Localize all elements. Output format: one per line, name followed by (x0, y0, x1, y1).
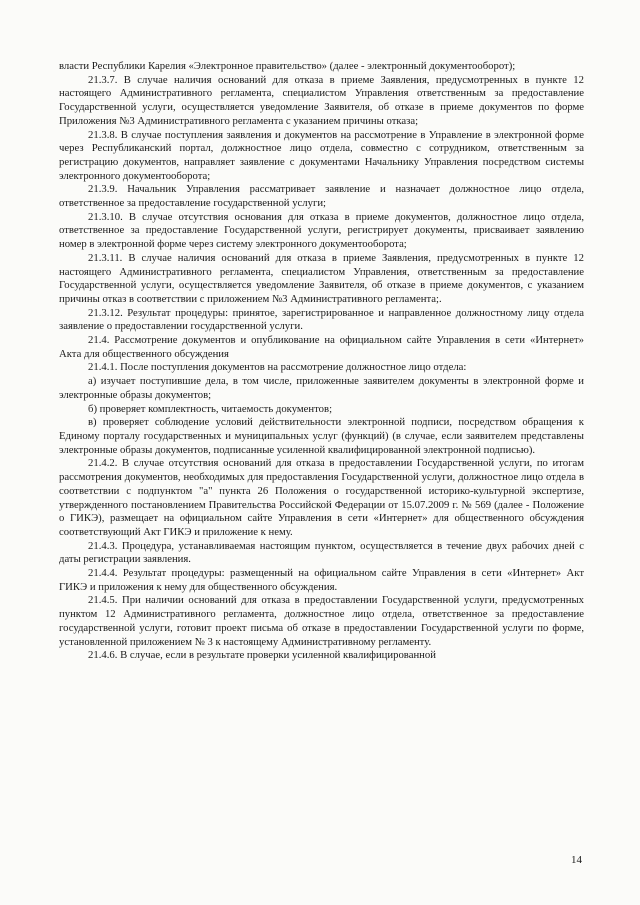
paragraph-21-3-11: 21.3.11. В случае наличия оснований для отказа в приеме Заявления, предусмотренных в пункте 12 настоящего Административного регламента, специалистом Управления, ответственным за предоставление Государственной услуги, осуществляется уведомление Заявителя, об отказе в приеме документов, с указанием причины отказ в соответствии с приложением №3 Административного регламента;. (59, 251, 584, 305)
paragraph-21-4-5: 21.4.5. При наличии оснований для отказа в предоставлении Государственной услуги, предусмотренных пунктом 12 Административного регламента, должностное лицо отдела, ответственное за предоставление государственной услуги, готовит проект письма об отказе в предоставлении Государственной услуги по форме, установленной приложением № 3 к настоящему Административному регламенту. (59, 594, 584, 648)
paragraph-21-3-12: 21.3.12. Результат процедуры: принятое, зарегистрированное и направленное должностному лицу отдела заявление о предоставлении государственной услуги. (59, 306, 584, 333)
paragraph-21-4-6: 21.4.6. В случае, если в результате проверки усиленной квалифицированной (88, 649, 436, 662)
paragraph-21-3-9: 21.3.9. Начальник Управления рассматривает заявление и назначает должностное лицо отдела, ответственное за предоставление государственной услуги; (59, 183, 584, 210)
section-heading-21-4: 21.4. Рассмотрение документов и опубликование на официальном сайте Управления в сети «Интернет» Акта для общественного обсуждения (59, 334, 584, 360)
paragraph-21-3-8: 21.3.8. В случае поступления заявления и документов на рассмотрение в Управление в электронной форме через Республиканский портал, должностное лицо отдела, совместно с сотрудником, ответственным за регистрацию документов, направляет заявление с документами Начальнику Управления посредством системы электронного документооборота; (59, 128, 584, 182)
page-number: 14 (571, 854, 582, 866)
list-item-a: а) изучает поступившие дела, в том числе, приложенные заявителем документы в электронной форме и электронные образы документов; (59, 375, 584, 401)
paragraph-21-4-1: 21.4.1. После поступления документов на рассмотрение должностное лицо отдела: (88, 361, 467, 374)
paragraph-0: власти Республики Карелия «Электронное правительство» (далее - электронный документооборот); (59, 60, 516, 72)
list-item-b: б) проверяет комплектность, читаемость документов; (88, 402, 333, 415)
paragraph-21-4-4: 21.4.4. Результат процедуры: размещенный на официальном сайте Управления в сети «Интернет» Акт ГИКЭ и приложения к нему для общественного обсуждения. (59, 567, 584, 593)
paragraph-21-3-7: 21.3.7. В случае наличия оснований для отказа в приеме Заявления, предусмотренных в пункте 12 настоящего Административного регламента, специалистом Управления ответственным за предоставление Государственной услуги, осуществляется уведомление Заявителя, об отказе в приеме документов по форме Приложения №3 Административного регламента с указанием причины отказа; (59, 73, 584, 127)
paragraph-21-4-3: 21.4.3. Процедура, устанавливаемая настоящим пунктом, осуществляется в течение двух рабочих дней с даты регистрации заявления. (59, 539, 584, 566)
paragraph-21-3-10: 21.3.10. В случае отсутствия основания для отказа в приеме документов, должностное лицо отдела, ответственное за предоставление Государственной услуги, регистрирует документы, присваивает заявлению номер в электронной форме через систему электронного документооборота; (59, 210, 584, 251)
list-item-v: в) проверяет соблюдение условий действительности электронной подписи, посредством обращения к Единому порталу государственных и муниципальных услуг (функций) (в случае, если заявителем представлены электронные образы документов, подписанные усиленной квалифицированной электронной подписью). (59, 416, 584, 456)
paragraph-21-4-2: 21.4.2. В случае отсутствия оснований для отказа в предоставлении Государственной услуги, по итогам рассмотрения документов, необходимых для предоставления Государственной услуги, должностное лицо отдела в соответствии с подпунктом "а" пункта 26 Положения о государственной историко-культурной экспертизе, утвержденного постановлением Правительства Российской Федерации от 15.07.2009 г. № 569 (далее - Положение о ГИКЭ), размещает на официальном сайте Управления в сети «Интернет» для общественного обсуждения соответствующий Акт ГИКЭ и приложение к нему. (59, 457, 584, 538)
